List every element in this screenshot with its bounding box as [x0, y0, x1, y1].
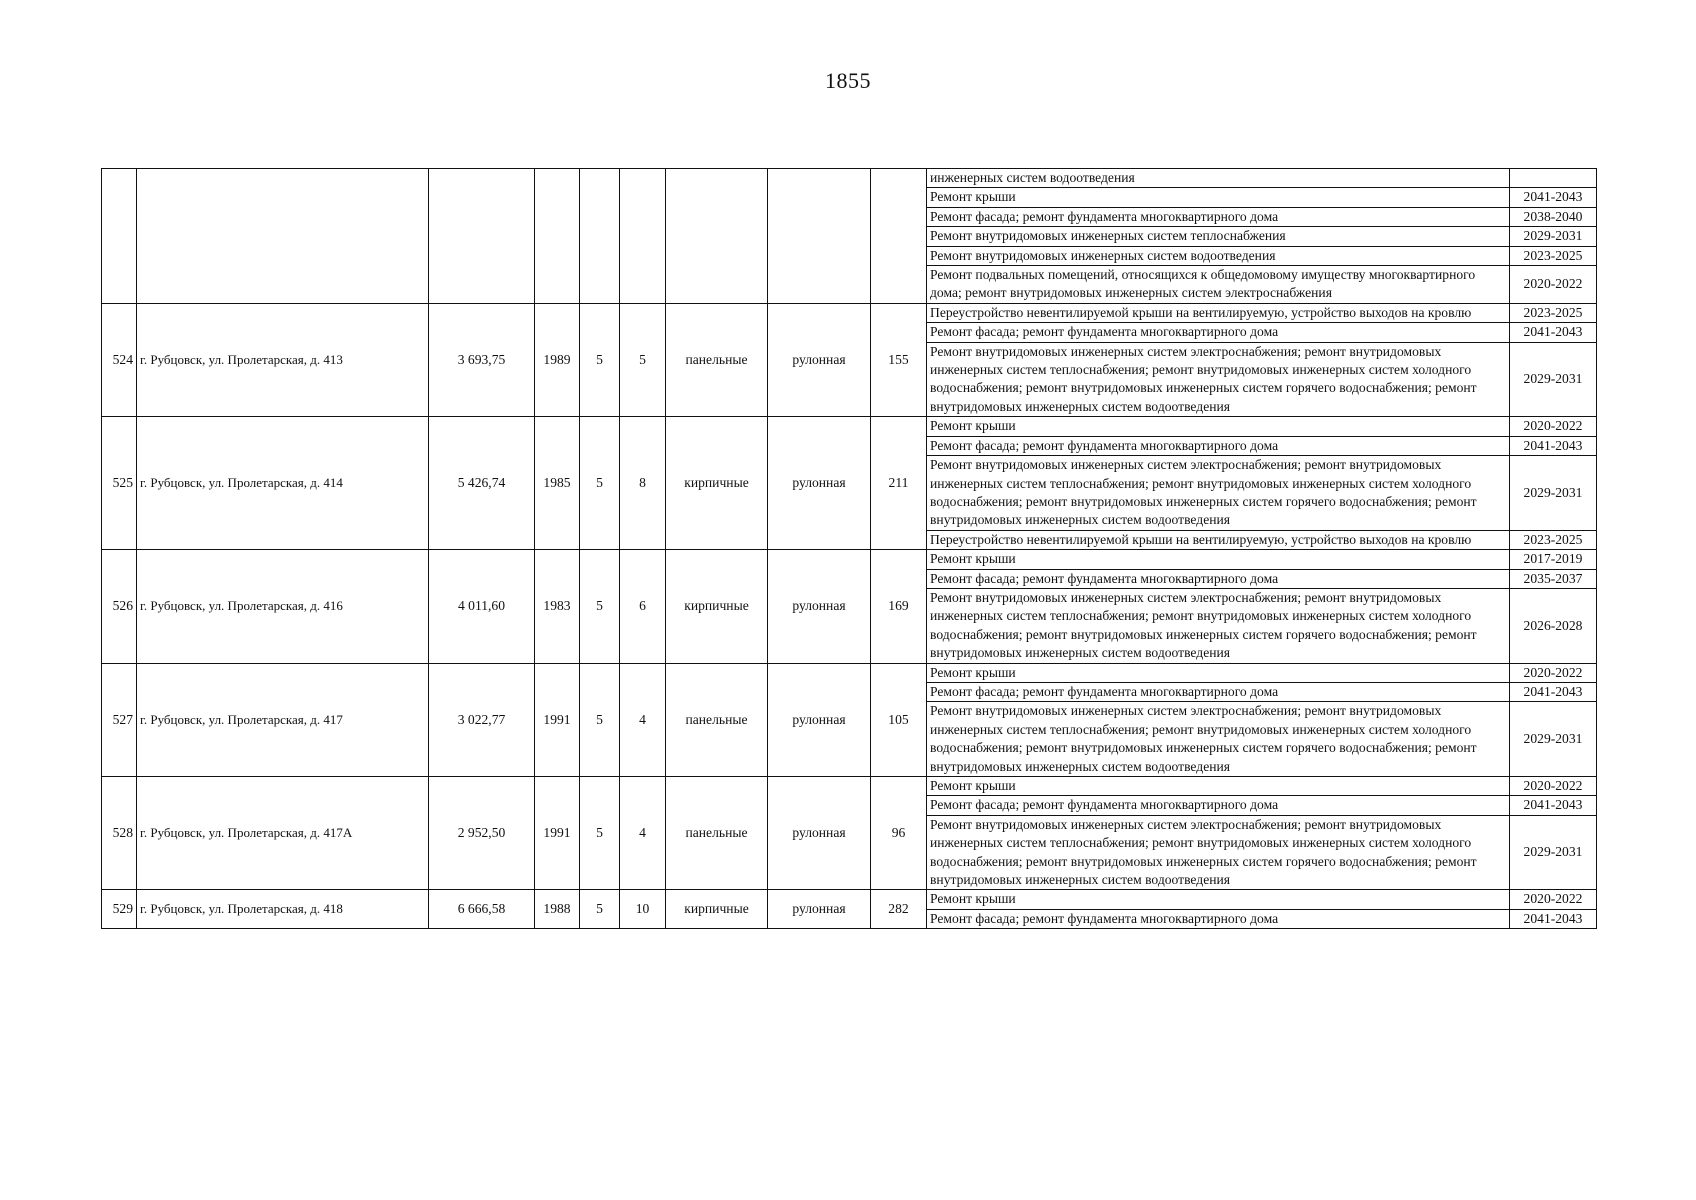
work-description: Ремонт внутридомовых инженерных систем электроснабжения; ремонт внутридомовых инженерных систем теплоснабжения; ремонт внутридомовых инженерных систем холодного водоснабжения; ремонт внутридомовых инженерных систем горячего водоснабжения; ремонт внутридомовых инженерных систем водоотведения — [927, 815, 1510, 890]
row-number: 526 — [102, 550, 137, 663]
empty-cell — [620, 169, 666, 304]
resident-count: 282 — [871, 890, 927, 929]
build-year: 1991 — [535, 663, 580, 776]
resident-count: 169 — [871, 550, 927, 663]
work-description: Ремонт внутридомовых инженерных систем водоотведения — [927, 246, 1510, 265]
work-description: Ремонт фасада; ремонт фундамента многоквартирного дома — [927, 909, 1510, 928]
floor-count: 5 — [580, 890, 620, 929]
floor-count: 5 — [580, 417, 620, 550]
entrance-count: 8 — [620, 417, 666, 550]
building-address: г. Рубцовск, ул. Пролетарская, д. 414 — [137, 417, 429, 550]
work-description: Ремонт крыши — [927, 663, 1510, 682]
work-description: Ремонт внутридомовых инженерных систем электроснабжения; ремонт внутридомовых инженерных систем теплоснабжения; ремонт внутридомовых инженерных систем холодного водоснабжения; ремонт внутридомовых инженерных систем горячего водоснабжения; ремонт внутридомовых инженерных систем водоотведения — [927, 456, 1510, 531]
building-address: г. Рубцовск, ул. Пролетарская, д. 418 — [137, 890, 429, 929]
work-period: 2023-2025 — [1510, 303, 1597, 322]
work-description: Ремонт внутридомовых инженерных систем электроснабжения; ремонт внутридомовых инженерных систем теплоснабжения; ремонт внутридомовых инженерных систем холодного водоснабжения; ремонт внутридомовых инженерных систем горячего водоснабжения; ремонт внутридомовых инженерных систем водоотведения — [927, 588, 1510, 663]
work-period: 2035-2037 — [1510, 569, 1597, 588]
work-description: Ремонт внутридомовых инженерных систем электроснабжения; ремонт внутридомовых инженерных систем теплоснабжения; ремонт внутридомовых инженерных систем холодного водоснабжения; ремонт внутридомовых инженерных систем горячего водоснабжения; ремонт внутридомовых инженерных систем водоотведения — [927, 702, 1510, 777]
work-period: 2029-2031 — [1510, 227, 1597, 246]
work-period: 2020-2022 — [1510, 777, 1597, 796]
build-year: 1983 — [535, 550, 580, 663]
row-number: 527 — [102, 663, 137, 776]
work-period: 2023-2025 — [1510, 530, 1597, 549]
work-description: Ремонт крыши — [927, 890, 1510, 909]
repair-schedule-table — [101, 168, 1597, 929]
table-row — [102, 890, 1597, 909]
work-period: 2020-2022 — [1510, 266, 1597, 304]
work-period: 2029-2031 — [1510, 702, 1597, 777]
work-description: Ремонт фасада; ремонт фундамента многоквартирного дома — [927, 207, 1510, 226]
work-period — [1510, 169, 1597, 188]
work-description: инженерных систем водоотведения — [927, 169, 1510, 188]
work-period: 2041-2043 — [1510, 909, 1597, 928]
work-period: 2023-2025 — [1510, 246, 1597, 265]
work-period: 2041-2043 — [1510, 796, 1597, 815]
work-description: Ремонт фасада; ремонт фундамента многоквартирного дома — [927, 682, 1510, 701]
row-number: 525 — [102, 417, 137, 550]
row-number: 524 — [102, 303, 137, 416]
table-row — [102, 777, 1597, 796]
work-period: 2041-2043 — [1510, 436, 1597, 455]
build-year: 1989 — [535, 303, 580, 416]
roof-type: рулонная — [768, 777, 871, 890]
roof-type: рулонная — [768, 417, 871, 550]
total-area: 3 693,75 — [429, 303, 535, 416]
build-year: 1991 — [535, 777, 580, 890]
resident-count: 105 — [871, 663, 927, 776]
work-description: Ремонт крыши — [927, 188, 1510, 207]
page-number: 1855 — [825, 68, 871, 93]
resident-count: 155 — [871, 303, 927, 416]
build-year: 1988 — [535, 890, 580, 929]
wall-material: кирпичные — [666, 417, 768, 550]
wall-material: кирпичные — [666, 890, 768, 929]
work-description: Ремонт внутридомовых инженерных систем теплоснабжения — [927, 227, 1510, 246]
wall-material: кирпичные — [666, 550, 768, 663]
empty-cell — [666, 169, 768, 304]
floor-count: 5 — [580, 777, 620, 890]
resident-count: 211 — [871, 417, 927, 550]
resident-count: 96 — [871, 777, 927, 890]
work-period: 2041-2043 — [1510, 188, 1597, 207]
table-row — [102, 303, 1597, 322]
work-period: 2020-2022 — [1510, 890, 1597, 909]
table-row — [102, 550, 1597, 569]
work-description: Ремонт внутридомовых инженерных систем электроснабжения; ремонт внутридомовых инженерных систем теплоснабжения; ремонт внутридомовых инженерных систем холодного водоснабжения; ремонт внутридомовых инженерных систем горячего водоснабжения; ремонт внутридомовых инженерных систем водоотведения — [927, 342, 1510, 417]
roof-type: рулонная — [768, 663, 871, 776]
total-area: 4 011,60 — [429, 550, 535, 663]
floor-count: 5 — [580, 303, 620, 416]
entrance-count: 6 — [620, 550, 666, 663]
empty-cell — [535, 169, 580, 304]
build-year: 1985 — [535, 417, 580, 550]
work-description: Ремонт крыши — [927, 417, 1510, 436]
entrance-count: 4 — [620, 777, 666, 890]
work-period: 2020-2022 — [1510, 663, 1597, 682]
entrance-count: 4 — [620, 663, 666, 776]
empty-cell — [102, 169, 137, 304]
roof-type: рулонная — [768, 303, 871, 416]
total-area: 6 666,58 — [429, 890, 535, 929]
empty-cell — [580, 169, 620, 304]
total-area: 3 022,77 — [429, 663, 535, 776]
roof-type: рулонная — [768, 550, 871, 663]
work-description: Переустройство невентилируемой крыши на вентилируемую, устройство выходов на кровлю — [927, 530, 1510, 549]
work-period: 2029-2031 — [1510, 815, 1597, 890]
row-number: 529 — [102, 890, 137, 929]
work-description: Ремонт крыши — [927, 550, 1510, 569]
row-number: 528 — [102, 777, 137, 890]
building-address: г. Рубцовск, ул. Пролетарская, д. 413 — [137, 303, 429, 416]
total-area: 5 426,74 — [429, 417, 535, 550]
entrance-count: 5 — [620, 303, 666, 416]
work-period: 2020-2022 — [1510, 417, 1597, 436]
work-period: 2017-2019 — [1510, 550, 1597, 569]
work-description: Ремонт подвальных помещений, относящихся к общедомовому имуществу многоквартирного дома; ремонт внутридомовых инженерных систем электроснабжения — [927, 266, 1510, 304]
work-description: Ремонт фасада; ремонт фундамента многоквартирного дома — [927, 569, 1510, 588]
entrance-count: 10 — [620, 890, 666, 929]
work-description: Ремонт фасада; ремонт фундамента многоквартирного дома — [927, 323, 1510, 342]
wall-material: панельные — [666, 663, 768, 776]
building-address: г. Рубцовск, ул. Пролетарская, д. 417А — [137, 777, 429, 890]
wall-material: панельные — [666, 777, 768, 890]
work-period: 2029-2031 — [1510, 456, 1597, 531]
work-description: Ремонт фасада; ремонт фундамента многоквартирного дома — [927, 436, 1510, 455]
empty-cell — [768, 169, 871, 304]
work-description: Переустройство невентилируемой крыши на вентилируемую, устройство выходов на кровлю — [927, 303, 1510, 322]
floor-count: 5 — [580, 550, 620, 663]
empty-cell — [871, 169, 927, 304]
work-period: 2041-2043 — [1510, 682, 1597, 701]
building-address: г. Рубцовск, ул. Пролетарская, д. 416 — [137, 550, 429, 663]
total-area: 2 952,50 — [429, 777, 535, 890]
work-period: 2026-2028 — [1510, 588, 1597, 663]
table-row — [102, 169, 1597, 188]
work-period: 2038-2040 — [1510, 207, 1597, 226]
empty-cell — [429, 169, 535, 304]
roof-type: рулонная — [768, 890, 871, 929]
building-address: г. Рубцовск, ул. Пролетарская, д. 417 — [137, 663, 429, 776]
wall-material: панельные — [666, 303, 768, 416]
floor-count: 5 — [580, 663, 620, 776]
work-description: Ремонт крыши — [927, 777, 1510, 796]
work-period: 2029-2031 — [1510, 342, 1597, 417]
table-row — [102, 417, 1597, 436]
empty-cell — [137, 169, 429, 304]
table-row — [102, 663, 1597, 682]
work-period: 2041-2043 — [1510, 323, 1597, 342]
work-description: Ремонт фасада; ремонт фундамента многоквартирного дома — [927, 796, 1510, 815]
